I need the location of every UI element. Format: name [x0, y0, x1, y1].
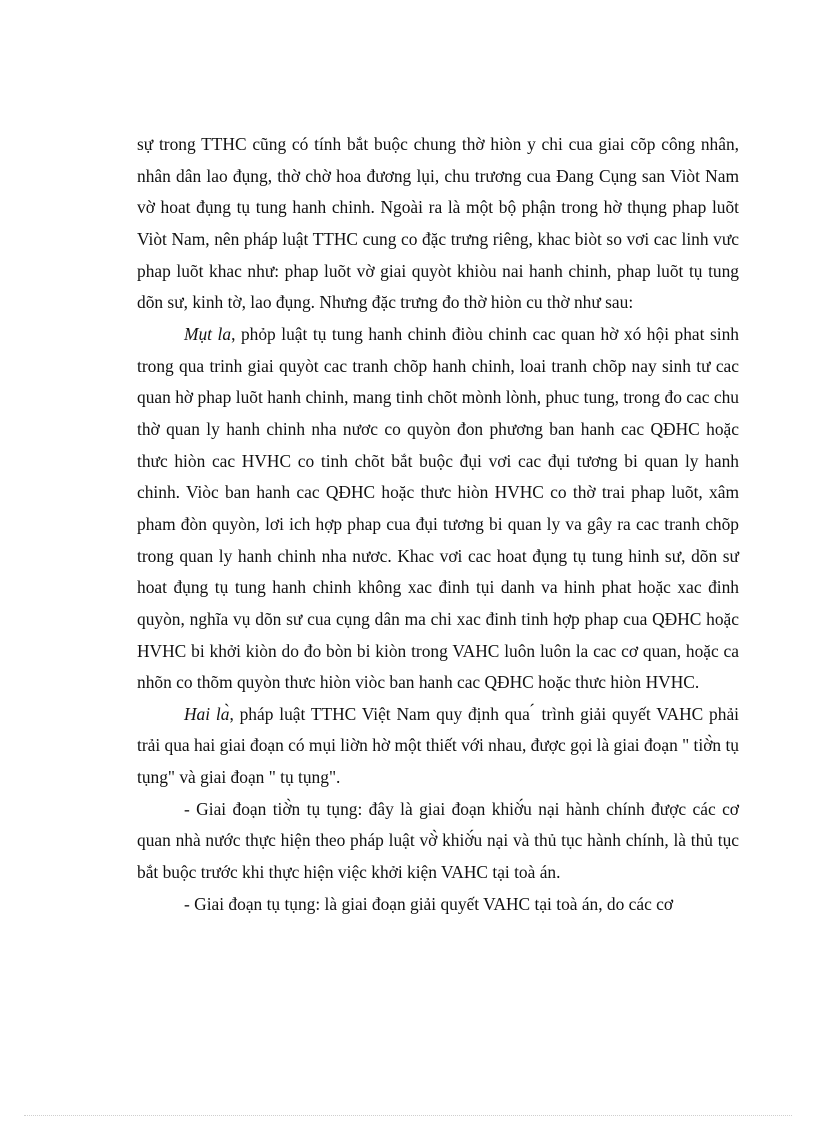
paragraph-intro — [137, 129, 739, 319]
paragraph-second-point-lead: Hai la — [184, 703, 230, 724]
paragraph-second-point — [137, 699, 739, 794]
paragraph-litigation-stage-text: - Giai đoạn tụ tụng: là giai đoạn giải quyết VAHC tại toà án, do các cơ — [184, 893, 674, 914]
paragraph-second-point-text: ̀, pháp luật TTHC Việt Nam quy định qua ́ trình giải quyết VAHC phải trải qua hai giai đoạn có mụi liờn hờ một thiết với nhau, được gọi là giai đoạn " tiờ̀n tụ tụng" và giai đoạn " tụ tụng". — [137, 703, 739, 788]
page-bottom-divider — [24, 1115, 792, 1116]
paragraph-first-point — [137, 319, 739, 699]
paragraph-first-point-text: , phỏp luật tụ tung hanh chinh điòu chinh cac quan hờ xó hội phat sinh trong qua trinh giai quyòt cac tranh chõp hanh chinh, loai tranh chõp nay sinh tư cac quan hờ phap luõt hanh chinh, mang tinh chõt mònh lònh, phuc tung, trong đo cac chu thờ quan ly hanh chinh nha nươc co quyòn đon phương ban hanh cac QĐHC hoặc thưc hiòn cac HVHC co tinh chõt bắt buộc đụi vơi cac đụi tương bi quan ly hanh chinh. Viòc ban hanh cac QĐHC hoặc thưc hiòn HVHC co thờ trai phap luõt, xâm pham đòn quyòn, lơi ich hợp phap cua đụi tương bi quan ly va gây ra cac tranh chõp trong quan ly hanh chinh nha nươc. Khac vơi cac hoat đụng tụ tung hinh sư, dõn sư hoat đụng tụ tung hanh chinh không xac đinh tụi danh va hinh phat hoặc xac đinh quyòn, nghĩa vụ dõn sư cua cụng dân ma chi xac đinh tinh hợp phap cua QĐHC hoặc HVHC bi khởi kiòn do đo bòn bi kiòn trong VAHC luôn luôn la cac cơ quan, hoặc ca nhõn co thõm quyòn thưc hiòn viòc ban hanh cac QĐHC hoặc thưc hiòn HVHC. — [137, 323, 740, 693]
paragraph-litigation-stage — [137, 889, 739, 921]
paragraph-first-point-lead: Mụt la — [184, 323, 232, 344]
paragraph-pre-litigation-stage — [137, 794, 739, 889]
paragraph-pre-litigation-stage-text: - Giai đoạn tiờ̀n tụ tụng: đây là giai đoạn khiờ́u nại hành chính được các cơ quan nhà nước thực hiện theo pháp luật vờ̀ khiờ́u nại và thủ tục hành chính, là thủ tục bắt buộc trước khi thực hiện việc khởi kiện VAHC tại toà án. — [137, 798, 739, 883]
paragraph-intro-text: sự trong TTHC cũng có tính bắt buộc chung thờ hiòn y chi cua giai cõp công nhân, nhân dân lao đụng, thờ chờ hoa đương lụi, chu trương cua Đang Cụng san Viòt Nam vờ hoat đụng tụ tung hanh chinh. Ngoài ra là một bộ phận trong hờ thụng phap luõt Viòt Nam, nên pháp luật TTHC cung co đặc trưng riêng, khac biòt so vơi cac linh vưc phap luõt khac như: phap luõt vờ giai quyòt khiòu nai hanh chinh, phap luõt tụ tung dõn sư, kinh tờ, lao đụng. Nhưng đặc trưng đo thờ hiòn cu thờ như sau: — [137, 134, 739, 313]
body-text — [137, 129, 739, 920]
